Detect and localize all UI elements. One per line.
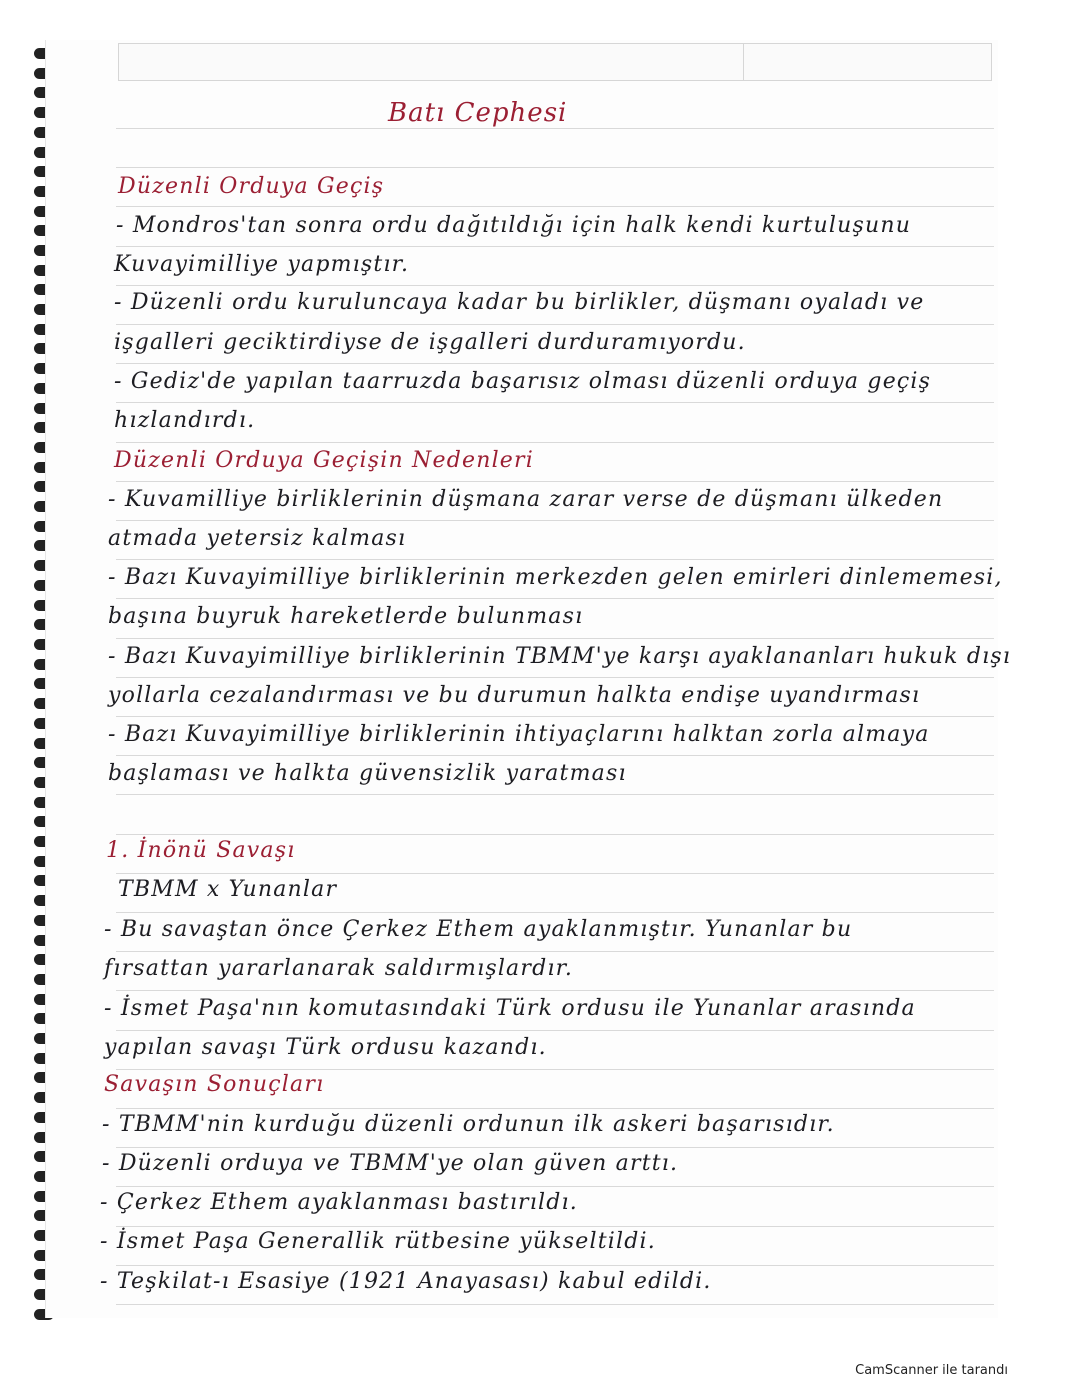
text-line: başına buyruk hareketlerde bulunması [108, 604, 584, 629]
ruled-line [116, 520, 994, 521]
text-line: - Bu savaştan önce Çerkez Ethem ayaklanmıştır. Yunanlar bu [104, 917, 853, 942]
text-line: - Bazı Kuvayimilliye birliklerinin ihtiyaçlarını halktan zorla almaya [108, 722, 930, 747]
ruled-line [116, 1265, 994, 1266]
text-line: - Düzenli orduya ve TBMM'ye olan güven arttı. [102, 1151, 679, 1176]
ruled-line [116, 912, 994, 913]
page-title: Batı Cephesi [388, 98, 568, 128]
ruled-line [116, 1108, 994, 1109]
ruled-line [116, 638, 994, 639]
text-line: atmada yetersiz kalması [108, 526, 407, 551]
text-line: - Mondros'tan sonra ordu dağıtıldığı için halk kendi kurtuluşunu [116, 213, 912, 238]
text-line: - Gediz'de yapılan taarruzda başarısız olması düzenli orduya geçiş [114, 369, 932, 394]
ruled-line [116, 481, 994, 482]
text-line: hızlandırdı. [114, 408, 256, 433]
ruled-line [116, 167, 994, 168]
text-line: - TBMM'nin kurduğu düzenli ordunun ilk askeri başarısıdır. [102, 1112, 835, 1137]
header-box [118, 43, 992, 81]
section-heading: Düzenli Orduya Geçiş [118, 174, 385, 199]
ruled-line [116, 951, 994, 952]
section-heading: Savaşın Sonuçları [104, 1072, 325, 1097]
ruled-line [116, 402, 994, 403]
ruled-line [116, 442, 994, 443]
text-line: başlaması ve halkta güvensizlik yaratması [108, 761, 627, 786]
text-line: - Çerkez Ethem ayaklanması bastırıldı. [100, 1190, 578, 1215]
text-line: işgalleri geciktirdiyse de işgalleri durduramıyordu. [114, 330, 746, 355]
ruled-line [116, 246, 994, 247]
ruled-line [116, 990, 994, 991]
text-line: fırsattan yararlanarak saldırmışlardır. [104, 956, 574, 981]
header-box-divider [743, 44, 744, 80]
ruled-line [116, 559, 994, 560]
text-line: - İsmet Paşa'nın komutasındaki Türk ordusu ile Yunanlar arasında [104, 996, 916, 1021]
text-line: Kuvayimilliye yapmıştır. [114, 252, 410, 277]
ruled-line [116, 1030, 994, 1031]
text-line: - Bazı Kuvayimilliye birliklerinin TBMM'ye karşı ayaklananları hukuk dışı [108, 644, 1012, 669]
text-line: yapılan savaşı Türk ordusu kazandı. [104, 1035, 547, 1060]
ruled-line [116, 834, 994, 835]
ruled-line [116, 363, 994, 364]
ruled-line [116, 755, 994, 756]
text-line: yollarla cezalandırması ve bu durumun halkta endişe uyandırması [108, 683, 921, 708]
text-line: - Düzenli ordu kuruluncaya kadar bu birlikler, düşmanı oyaladı ve [114, 290, 925, 315]
ruled-line [116, 128, 994, 129]
ruled-line [116, 324, 994, 325]
ruled-line [116, 677, 994, 678]
ruled-line [116, 1069, 994, 1070]
ruled-line [116, 716, 994, 717]
ruled-line [116, 1147, 994, 1148]
text-line: TBMM x Yunanlar [118, 877, 338, 902]
text-line: - Kuvamilliye birliklerinin düşmana zarar verse de düşmanı ülkeden [108, 487, 944, 512]
text-line: - İsmet Paşa Generallik rütbesine yükseltildi. [100, 1229, 656, 1254]
ruled-line [116, 1226, 994, 1227]
text-line: - Bazı Kuvayimilliye birliklerinin merkezden gelen emirleri dinlememesi, [108, 565, 1003, 590]
ruled-line [116, 598, 994, 599]
text-line: - Teşkilat-ı Esasiye (1921 Anayasası) kabul edildi. [100, 1269, 712, 1294]
ruled-line [116, 1186, 994, 1187]
ruled-line [116, 873, 994, 874]
ruled-line [116, 285, 994, 286]
ruled-line [116, 206, 994, 207]
section-heading: 1. İnönü Savaşı [106, 838, 296, 863]
ruled-line [116, 794, 994, 795]
section-heading: Düzenli Orduya Geçişin Nedenleri [114, 448, 534, 473]
ruled-line [116, 1304, 994, 1305]
scanner-footer: CamScanner ile tarandı [855, 1363, 1008, 1378]
